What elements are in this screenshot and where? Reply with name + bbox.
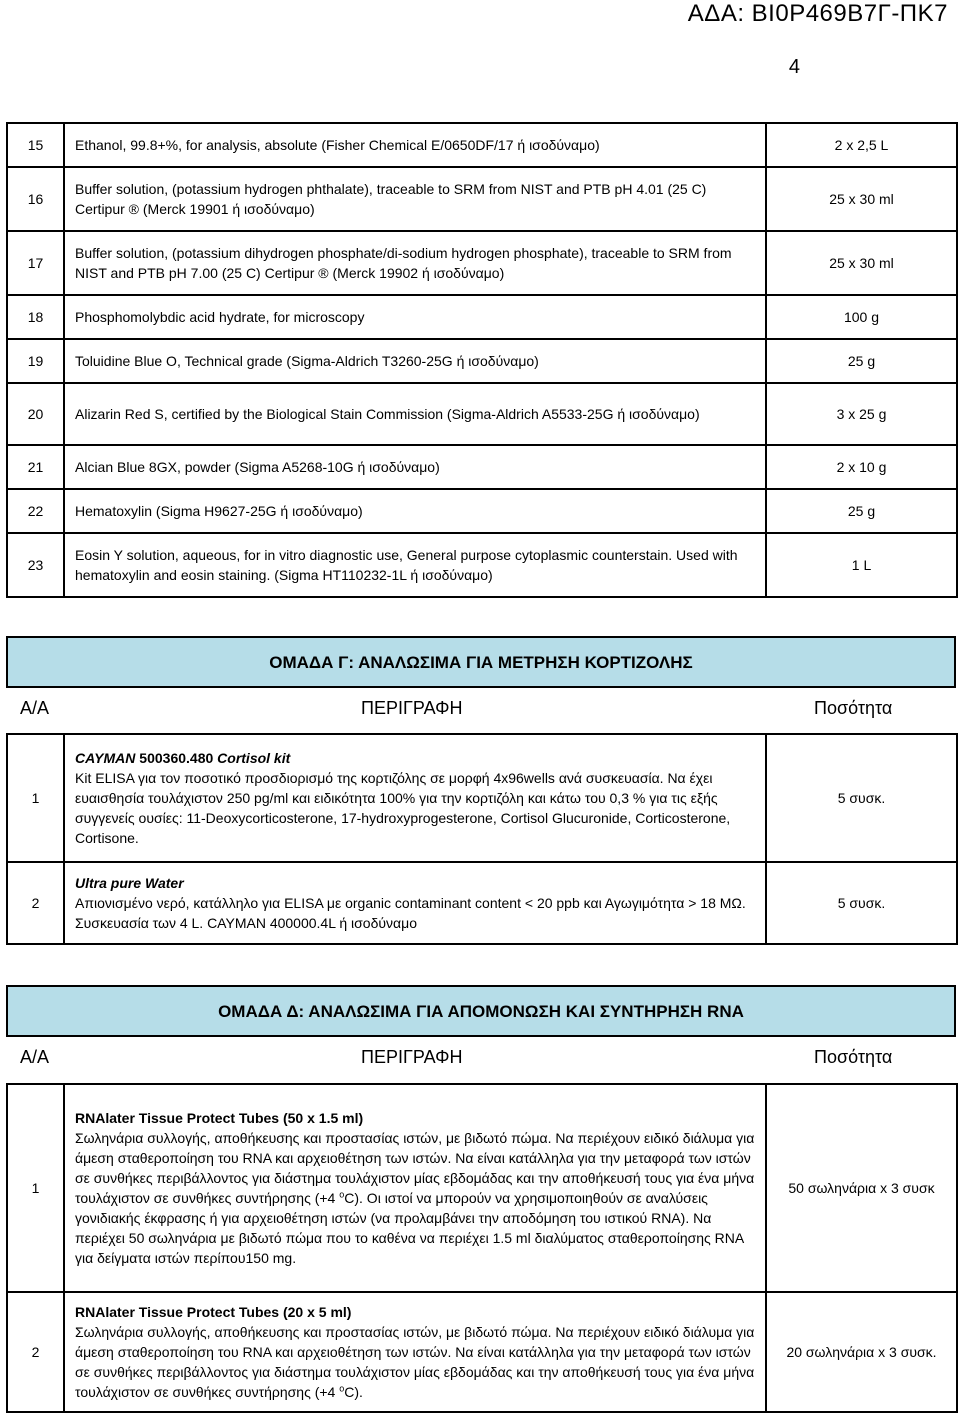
row-number: 18	[7, 295, 64, 339]
row-number: 22	[7, 489, 64, 533]
row-number: 17	[7, 231, 64, 295]
table-row	[7, 862, 957, 944]
col-no-header: Α/Α	[20, 1047, 50, 1067]
row-quantity: 2 x 2,5 L	[766, 123, 957, 167]
row-number: 1	[7, 734, 64, 862]
row-quantity: 25 g	[766, 339, 957, 383]
col-desc-header: ΠΕΡΙΓΡΑΦΗ	[361, 1047, 463, 1067]
table-row	[7, 167, 957, 231]
table-row	[7, 1292, 957, 1412]
row-description: Buffer solution, (potassium hydrogen phthalate), traceable to SRM from NIST and PTB pH 4.01 (25 C) Certipur ® (Merck 19901 ή ισοδύναμο)	[64, 167, 766, 231]
row-heading: RNAlater Tissue Protect Tubes (50 x 1.5 ml)	[75, 1110, 364, 1126]
row-quantity: 25 x 30 ml	[766, 167, 957, 231]
row-quantity: 25 g	[766, 489, 957, 533]
group-c-header	[6, 698, 956, 722]
row-body: Απιονισμένο νερό, κατάλληλο για ELISA με organic contaminant content < 20 ppb και Αγωγιμότητα > 18 ΜΩ. Συσκευασία των 4 L. CAYMAN 400000.4L ή ισοδύναμο	[75, 895, 746, 931]
row-body: Σωληνάρια συλλογής, αποθήκευσης και προστασίας ιστών, με βιδωτό πώμα. Να περιέχουν ειδικό διάλυμα για άμεση σταθεροποίηση του RNA και αρχειοθέτηση των ιστών. Να είναι κατάλληλα για την μεταφορά των ιστών σε συνθήκες περιβάλλοντος για διάστημα τουλάχιστον μίας εβδομάδας και την αποθήκευσή τους για ένα μήνα τουλάχιστον σε συνθήκες συντήρησης (+4 $^o$C). Οι ιστοί να μπορούν να χρησιμοποιηθούν σε αναλύσεις γονιδιακής έκφρασης ή για αρχειοθέτηση ιστών (να προλαμβάνει την αποδόμηση του ιστικού RNA). Να περιέχει 50 σωληνάρια με βιδωτό πώμα που το καθένα να περιέχει 1.5 ml διαλύματος σταθεροποίησης RNA για δείγματα ιστών περίπου150 mg.	[75, 1130, 755, 1266]
table-row	[7, 295, 957, 339]
row-quantity: 1 L	[766, 533, 957, 597]
row-quantity: 5 συσκ.	[766, 862, 957, 944]
group-d-header	[6, 1047, 956, 1071]
row-heading: Ultra pure Water	[75, 875, 184, 891]
col-qty-header: Ποσότητα	[814, 1047, 893, 1067]
row-number: 2	[7, 1292, 64, 1412]
col-no-header: Α/Α	[20, 698, 50, 718]
rna-table	[6, 1083, 958, 1413]
table-row	[7, 734, 957, 862]
row-quantity: 50 σωληνάρια x 3 συσκ	[766, 1084, 957, 1292]
row-description: Ethanol, 99.8+%, for analysis, absolute (Fisher Chemical E/0650DF/17 ή ισοδύναμο)	[64, 123, 766, 167]
row-description: Alizarin Red S, certified by the Biological Stain Commission (Sigma-Aldrich A5533-25G ή ισοδύναμο)	[64, 383, 766, 445]
group-d-title: ΟΜΑΔΑ Δ: ΑΝΑΛΩΣΙΜΑ ΓΙΑ ΑΠΟΜΟΝΩΣΗ ΚΑΙ ΣΥΝΤΗΡΗΣΗ RNA	[6, 985, 956, 1037]
row-number: 16	[7, 167, 64, 231]
row-heading: RNAlater Tissue Protect Tubes (20 x 5 ml)	[75, 1304, 352, 1320]
table-row	[7, 339, 957, 383]
table-row	[7, 445, 957, 489]
ada-code: ΑΔΑ: ΒΙ0Ρ469Β7Γ-ΠΚ7	[687, 0, 948, 27]
group-c-title: ΟΜΑΔΑ Γ: ΑΝΑΛΩΣΙΜΑ ΓΙΑ ΜΕΤΡΗΣΗ ΚΟΡΤΙΖΟΛΗΣ	[6, 636, 956, 688]
row-description	[64, 1292, 766, 1412]
row-description	[64, 734, 766, 862]
table-row	[7, 489, 957, 533]
table-row	[7, 533, 957, 597]
row-description: Buffer solution, (potassium dihydrogen phosphate/di-sodium hydrogen phosphate), traceable to SRM from NIST and PTB pH 7.00 (25 C) Certipur ® (Merck 19902 ή ισοδύναμο)	[64, 231, 766, 295]
row-description	[64, 1084, 766, 1292]
row-description: Alcian Blue 8GX, powder (Sigma A5268-10G ή ισοδύναμο)	[64, 445, 766, 489]
row-quantity: 2 x 10 g	[766, 445, 957, 489]
cortisol-table	[6, 733, 958, 945]
row-quantity: 3 x 25 g	[766, 383, 957, 445]
reagents-table	[6, 122, 958, 598]
page-number: 4	[788, 56, 800, 78]
row-quantity: 5 συσκ.	[766, 734, 957, 862]
row-quantity: 20 σωληνάρια x 3 συσκ.	[766, 1292, 957, 1412]
row-number: 15	[7, 123, 64, 167]
col-desc-header: ΠΕΡΙΓΡΑΦΗ	[361, 698, 463, 718]
row-heading: CAYMAN 500360.480 Cortisol kit	[75, 750, 291, 766]
table-row	[7, 123, 957, 167]
row-description: Hematoxylin (Sigma H9627-25G ή ισοδύναμο)	[64, 489, 766, 533]
table-row	[7, 383, 957, 445]
row-description: Toluidine Blue O, Technical grade (Sigma-Aldrich T3260-25G ή ισοδύναμο)	[64, 339, 766, 383]
row-quantity: 100 g	[766, 295, 957, 339]
row-description: Phosphomolybdic acid hydrate, for microscopy	[64, 295, 766, 339]
row-number: 21	[7, 445, 64, 489]
row-body: Σωληνάρια συλλογής, αποθήκευσης και προστασίας ιστών, με βιδωτό πώμα. Να περιέχουν ειδικό διάλυμα για άμεση σταθεροποίηση του RNA και αρχειοθέτηση των ιστών. Να είναι κατάλληλα για την μεταφορά των ιστών σε συνθήκες περιβάλλοντος για διάστημα τουλάχιστον μίας εβδομάδας και την αποθήκευσή τους για ένα μήνα τουλάχιστον σε συνθήκες συντήρησης (+4 $^o$C).	[75, 1324, 755, 1400]
row-number: 23	[7, 533, 64, 597]
table-row	[7, 231, 957, 295]
row-number: 1	[7, 1084, 64, 1292]
row-number: 2	[7, 862, 64, 944]
row-body: Kit ELISA για τον ποσοτικό προσδιορισμό της κορτιζόλης σε μορφή 4x96wells ανά συσκευασία. Να έχει ευαισθησία τουλάχιστον 250 pg/ml και ειδικότητα 100% για την κορτιζόλη και κάτω του 0,3 % για τις εξής συγγενείς ουσίες: 11-Deoxycorticosterone, 17-hydroxyprogesterone, Cortisol Glucuronide, Corticosterone, Cortisone.	[75, 770, 731, 846]
row-number: 19	[7, 339, 64, 383]
row-number: 20	[7, 383, 64, 445]
row-description	[64, 862, 766, 944]
table-row	[7, 1084, 957, 1292]
row-description: Eosin Y solution, aqueous, for in vitro diagnostic use, General purpose cytoplasmic counterstain. Used with hematoxylin and eosin staining. (Sigma HT110232-1L ή ισοδύναμο)	[64, 533, 766, 597]
row-quantity: 25 x 30 ml	[766, 231, 957, 295]
col-qty-header: Ποσότητα	[814, 698, 893, 718]
